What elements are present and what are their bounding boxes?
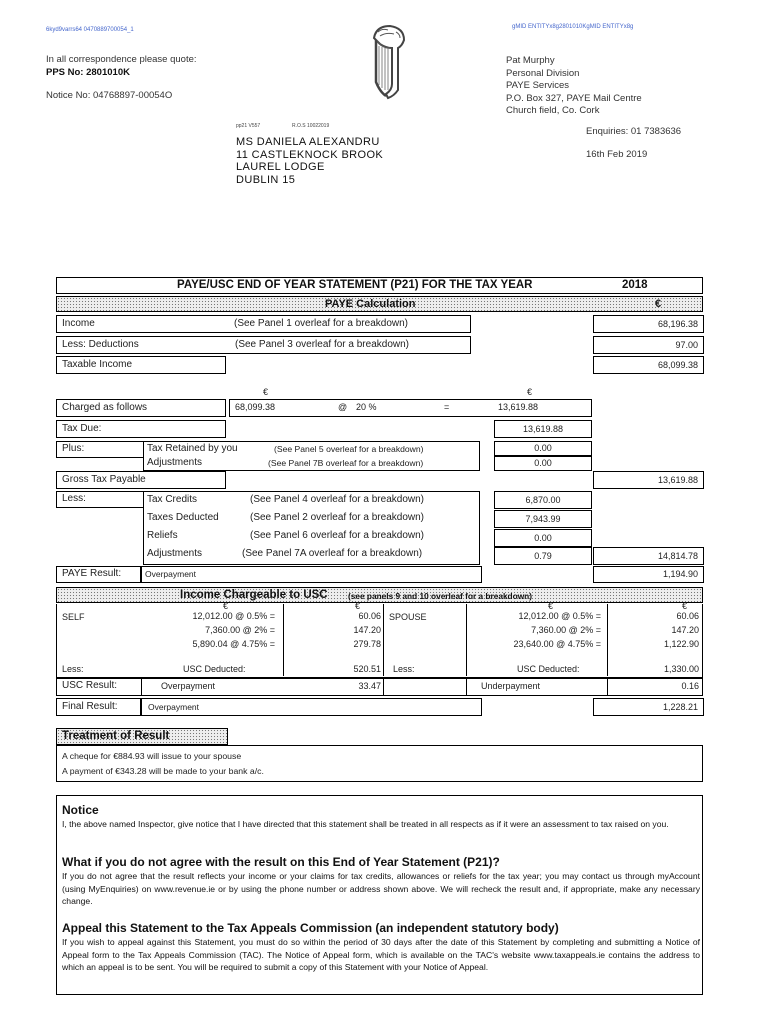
less-label: Less: — [62, 493, 86, 504]
plus-row-label: Adjustments — [147, 457, 203, 468]
paye-result-text-box — [141, 566, 482, 583]
address-line: 11 CASTLEKNOCK BROOK — [236, 148, 384, 161]
final-result-label-box — [56, 698, 141, 716]
usc-spouse-calc: 7,360.00 @ 2% = — [531, 625, 601, 635]
less-value-box — [494, 491, 592, 509]
sender-line: Pat Murphy — [506, 55, 555, 66]
disagree-heading: What if you do not agree with the result on this End of Year Statement (P21)? — [62, 855, 500, 869]
plus-row-note: (See Panel 5 overleaf for a breakdown) — [274, 444, 424, 454]
usc-divider — [607, 604, 608, 676]
sender-line: P.O. Box 327, PAYE Mail Centre — [506, 92, 642, 104]
usc-result-row — [56, 678, 703, 696]
final-result-value: 1,228.21 — [662, 702, 698, 712]
usc-spouse-calc: 12,012.00 @ 0.5% = — [518, 611, 601, 621]
usc-self-value: 147.20 — [353, 625, 381, 635]
income-note: (See Panel 1 overleaf for a breakdown) — [234, 318, 408, 329]
final-result-text: Overpayment — [148, 702, 200, 712]
paye-result-value-box — [593, 566, 704, 583]
less-row-label: Adjustments — [147, 548, 203, 559]
less-value-box — [494, 510, 592, 528]
usc-result-label: USC Result: — [62, 680, 118, 691]
usc-deducted-label: USC Deducted: — [183, 664, 246, 674]
appeal-heading: Appeal this Statement to the Tax Appeals Commission (an independent statutory body) — [62, 921, 559, 935]
treatment-line: A payment of €343.28 will be made to your bank a/c. — [62, 766, 264, 776]
usc-divider — [383, 679, 384, 695]
charged-at: @ — [338, 402, 348, 412]
usc-divider — [607, 679, 608, 695]
paye-result-value: 1,194.90 — [662, 569, 698, 579]
less-row-note: (See Panel 7A overleaf for a breakdown) — [242, 548, 423, 559]
usc-spouse-value: 60.06 — [676, 611, 699, 621]
notice-heading: Notice — [62, 803, 99, 817]
treatment-header — [56, 728, 228, 745]
euro-marker: € — [223, 601, 229, 611]
tax-due-label-box — [56, 420, 226, 438]
charged-rate: 20 % — [356, 402, 377, 412]
usc-divider — [283, 604, 284, 676]
less-total-box — [593, 547, 704, 565]
notice-paragraph: I, the above named Inspector, give notice that I have directed that this statement shall be treated in all respects as if it were an assessment to tax raised on you. — [62, 819, 669, 829]
usc-self-value: 279.78 — [353, 639, 381, 649]
charged-amount: 68,099.38 — [235, 402, 276, 412]
paye-result-label-box — [56, 566, 141, 583]
euro-marker: € — [263, 387, 269, 397]
less-row-note: (See Panel 2 overleaf for a breakdown) — [250, 512, 424, 523]
less-row-value: 0.79 — [534, 551, 552, 561]
less-row-note: (See Panel 6 overleaf for a breakdown) — [250, 530, 424, 541]
treatment-line: A cheque for €884.93 will issue to your spouse — [62, 751, 242, 761]
statement-title: PAYE/USC END OF YEAR STATEMENT (P21) FOR THE TAX YEAR — [177, 279, 533, 291]
sender-line: PAYE Services — [506, 80, 570, 91]
usc-divider — [383, 604, 384, 676]
usc-self-calc: 5,890.04 @ 4.75% = — [192, 639, 275, 649]
paye-calc-header — [56, 296, 703, 312]
address-line: MS DANIELA ALEXANDRU — [236, 136, 380, 148]
reference-code-right: gMID ENTITYx8g2801010KgMID ENTITYx8g — [512, 24, 634, 30]
quote-label: In all correspondence please quote: — [46, 54, 197, 65]
deductions-row — [56, 336, 471, 354]
less-row-label: Tax Credits — [147, 494, 198, 505]
usc-spouse-value: 1,122.90 — [663, 639, 699, 649]
less-row-label: Taxes Deducted — [147, 512, 219, 523]
tax-year: 2018 — [622, 279, 648, 291]
taxable-value-box — [593, 356, 704, 374]
income-label: Income — [62, 318, 95, 329]
gross-label: Gross Tax Payable — [62, 474, 146, 485]
taxable-row — [56, 356, 226, 374]
charged-label: Charged as follows — [62, 402, 148, 413]
reference-code-left: 6kyd9varrs64 0470889700054_1 — [46, 27, 134, 33]
plus-row-value: 0.00 — [534, 458, 552, 468]
usc-self-calc: 7,360.00 @ 2% = — [205, 625, 275, 635]
euro-marker: € — [548, 601, 554, 611]
harp-emblem-icon — [366, 22, 410, 102]
plus-row-value: 0.00 — [534, 443, 552, 453]
usc-self-deducted: 520.51 — [353, 664, 381, 674]
less-value-box — [494, 529, 592, 547]
deductions-note: (See Panel 3 overleaf for a breakdown) — [235, 339, 409, 350]
usc-title-note: (see panels 9 and 10 overleaf for a breakdown) — [348, 591, 532, 601]
income-value: 68,196.38 — [657, 319, 698, 329]
statement-date: 16th Feb 2019 — [586, 149, 648, 160]
income-value-box — [593, 315, 704, 333]
charged-label-box — [56, 399, 226, 417]
less-row-label: Reliefs — [147, 530, 178, 541]
paye-result-label: PAYE Result: — [62, 568, 122, 579]
usc-self-result-value: 33.47 — [358, 681, 381, 691]
income-row — [56, 315, 471, 333]
address-line: DUBLIN 15 — [236, 173, 296, 186]
usc-deducted-label: USC Deducted: — [517, 664, 580, 674]
final-result-text-box — [141, 698, 482, 716]
final-result-label: Final Result: — [62, 701, 118, 712]
usc-divider — [466, 604, 467, 676]
treatment-title: Treatment of Result — [62, 730, 170, 742]
usc-header — [56, 587, 703, 603]
usc-divider — [141, 679, 142, 695]
usc-spouse-calc: 23,640.00 @ 4.75% = — [513, 639, 601, 649]
tax-due-label: Tax Due: — [62, 423, 102, 434]
gross-label-box — [56, 471, 226, 489]
less-total: 14,814.78 — [657, 551, 698, 561]
paye-calc-title: PAYE Calculation — [325, 298, 416, 310]
usc-spouse-value: 147.20 — [671, 625, 699, 635]
sender-line: Church field, Co. Cork — [506, 105, 600, 116]
usc-divider — [466, 679, 467, 695]
disagree-paragraph: If you do not agree that the result reflects your income or your claims for tax credits, allowances or reliefs for the tax year; you may contact us through myAccount (using MyEnquiries) on www.revenue.ie or by using the phone number or address shown above. We will recheck the result and, if appropriate, make any necessary change. — [62, 871, 700, 907]
deductions-value: 97.00 — [675, 340, 698, 350]
plus-value-box — [494, 441, 592, 456]
appeal-paragraph: If you wish to appeal against this Statement, you must do so within the period of 30 days after the date of this Statement by completing and submitting a Notice of Appeal form to the Tax Appeals Commission (TAC). The Notice of Appeal form, which is available on the TAC's website www.taxappeals.ie contains the address to which an appeal is to be sent. You will be required to submit a copy of this Statement with your Notice of Appeal. — [62, 937, 700, 973]
usc-less-label: Less: — [393, 664, 415, 674]
less-row-value: 6,870.00 — [525, 495, 561, 505]
charged-calc-box — [229, 399, 592, 417]
gross-value: 13,619.88 — [657, 475, 698, 485]
less-row-value: 7,943.99 — [525, 514, 561, 524]
taxable-label: Taxable Income — [62, 359, 133, 370]
gross-value-box — [593, 471, 704, 489]
euro-marker: € — [527, 387, 533, 397]
tax-due-value-box — [494, 420, 592, 438]
usc-grid — [56, 601, 703, 678]
usc-spouse-deducted: 1,330.00 — [663, 664, 699, 674]
treatment-box — [56, 745, 703, 782]
less-value-box — [494, 547, 592, 565]
usc-self-calc: 12,012.00 @ 0.5% = — [192, 611, 275, 621]
usc-self-result-text: Overpayment — [161, 681, 216, 691]
less-label-box — [56, 491, 144, 508]
sender-address — [506, 55, 642, 118]
deductions-value-box — [593, 336, 704, 354]
charged-result: 13,619.88 — [498, 402, 539, 412]
plus-rows-box — [143, 441, 480, 471]
euro-marker: € — [682, 601, 688, 611]
usc-self-label: SELF — [62, 612, 85, 622]
enquiries-phone: Enquiries: 01 7383636 — [586, 126, 682, 137]
sender-line: Personal Division — [506, 67, 580, 79]
plus-label-box — [56, 441, 144, 458]
usc-less-label: Less: — [62, 664, 84, 674]
charged-equals: = — [444, 402, 450, 412]
notice-number: Notice No: 04768897-00054O — [46, 90, 173, 101]
statement-title-box — [56, 277, 703, 294]
less-row-note: (See Panel 4 overleaf for a breakdown) — [250, 494, 424, 505]
recipient-address — [236, 136, 383, 186]
tax-due-value: 13,619.88 — [522, 424, 564, 434]
plus-value-box — [494, 456, 592, 471]
usc-title: Income Chargeable to USC — [180, 589, 328, 601]
usc-self-value: 60.06 — [358, 611, 381, 621]
usc-spouse-label: SPOUSE — [389, 612, 427, 622]
less-rows-box — [143, 491, 480, 565]
less-row-value: 0.00 — [534, 533, 552, 543]
usc-spouse-result-value: 0.16 — [681, 681, 699, 691]
taxable-value: 68,099.38 — [657, 360, 698, 370]
form-code: pp21 V557 — [236, 123, 261, 129]
final-result-value-box — [593, 698, 704, 716]
address-line: LAUREL LODGE — [236, 161, 325, 174]
plus-row-label: Tax Retained by you — [147, 443, 238, 454]
euro-symbol: € — [655, 298, 662, 310]
deductions-label: Less: Deductions — [62, 339, 139, 350]
ros-code: R.O.S 10022019 — [292, 123, 330, 129]
pps-number: PPS No: 2801010K — [46, 67, 130, 78]
usc-spouse-result-text: Underpayment — [481, 681, 541, 691]
plus-label: Plus: — [62, 443, 85, 454]
plus-row-note: (See Panel 7B overleaf for a breakdown) — [268, 458, 424, 468]
paye-result-text: Overpayment — [145, 569, 197, 579]
euro-marker: € — [355, 601, 361, 611]
